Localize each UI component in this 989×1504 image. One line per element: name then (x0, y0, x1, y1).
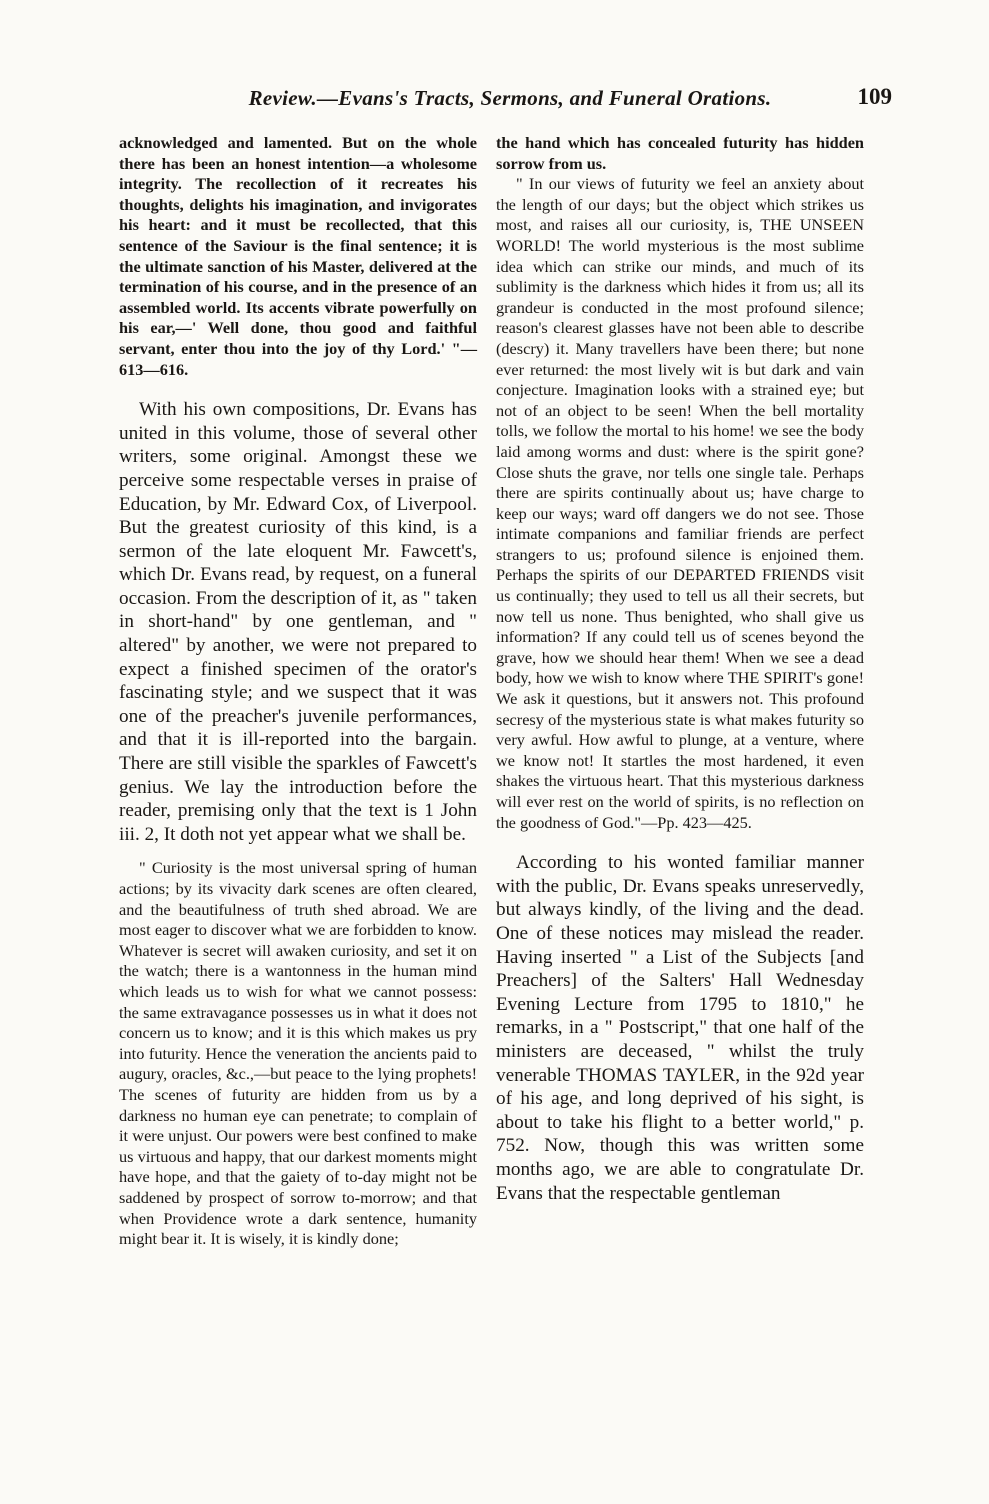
review-paragraph: With his own compositions, Dr. Evans has united in this volume, those of several other writers, some original. Amongst these we perceive some respectable verses in praise of Education, by Mr. Edward Cox, of Liverpool. But the greatest curiosity of this kind, is a sermon of the late eloquent Mr. Fawcett's, which Dr. Evans read, by request, on a funeral occasion. From the description of it, as " taken in short-hand" by one gentleman, and " altered" by another, we were not prepared to expect a finished specimen of the orator's fascinating style; and we suspect that it was one of the preacher's juvenile performances, and that it is ill-reported into the bargain. There are still visible the sparkles of Fawcett's genius. We lay the introduction before the reader, premising only that the text is 1 John iii. 2, It doth not yet appear what we shall be. (119, 399, 477, 845)
left-column (119, 133, 477, 1250)
sermon-quote: " Curiosity is the most universal spring of human actions; by its vivacity dark scenes are often cleared, and the beautifulness of truth shed abroad. We are most eager to discover what we are forbidden to know. Whatever is secret will awaken curiosity, and set it on the watch; there is a wantonness in the human mind which leads us to wish for what we cannot possess: the same extravagance possesses us in what it does not concern us to know; and it is this which makes us pry into futurity. Hence the veneration the ancients paid to augury, oracles, &c.,—but peace to the lying prophets! The scenes of futurity are hidden from us by a darkness no human eye can penetrate; to complain of it were unjust. Our powers were best confined to make us virtuous and happy, that our darkest moments might have hope, and that the gaiety of to-day might not be saddened by prospect of sorrow to-morrow; and that when Providence wrote a dark sentence, humanity might bear it. It is wisely, it is kindly done; (119, 858, 477, 1249)
paragraph-gap (119, 380, 477, 398)
running-head (120, 86, 892, 116)
paragraph-gap (119, 846, 477, 858)
review-paragraph: According to his wonted familiar manner with the public, Dr. Evans speaks unreservedly, but always kindly, of the living and the dead. One of these notices may mislead the reader. Having inserted " a List of the Subjects [and Preachers] of the Salters' Hall Wednesday Evening Lecture from 1795 to 1810," he remarks, in a " Postscript," that one half of the ministers are deceased, " whilst the truly venerable THOMAS TAYLER, in the 92d year of his age, and long deprived of his sight, is about to take his flight to a better world," p. 752. Now, though this was written some months ago, we are able to congratulate Dr. Evans that the respectable gentleman (496, 852, 864, 1204)
quote-continuation: the hand which has concealed futurity has hidden sorrow from us. (496, 133, 864, 173)
sermon-quote: " In our views of futurity we feel an anxiety about the length of our days; but the object which strikes us most, and raises all our curiosity, is, THE UNSEEN WORLD! The world mysterious is the most sublime idea which can strike our minds, and much of its sublimity is the darkness which hides it from us; all its grandeur is conducted in the most profound silence; reason's clearest glasses have not been able to describe (descry) it. Many travellers have been there; but none ever returned: the most lively wit is but dark and vain conjecture. Imagination looks with a strained eye; but not of an object to be seen! When the bell mortality tolls, we follow the mortal to his home! we see the body laid among worms and dust: where is the spirit gone? Close shuts the grave, nor tells one single tale. Perhaps there are spirits continually about us; have charge to keep our ways; ward off dangers we do not see. Those intimate companions and familiar friends are perfect strangers to us; profound silence is enjoined them. Perhaps the spirits of our DEPARTED FRIENDS visit us continually; they used to tell us all their secrets, but now tell us none. Thus benighted, who shall give us information? If any could tell us of scenes beyond the grave, how we should hear them! When we see a dead body, how we wish to know where THE SPIRIT's gone! We ask it questions, but it answers not. This profound secresy of the mysterious state is what makes futurity so very awful. How awful to plunge, at a venture, where we know not! It startles the most hardened, it even shakes the virtuous heart. That this mysterious darkness will ever rest on the world of spirits, is no reflection on the goodness of God."—Pp. 423—425. (496, 174, 864, 832)
paragraph-gap (496, 833, 864, 851)
quote-continuation: acknowledged and lamented. But on the whole there has been an honest intention—a wholesome integrity. The recollection of it recreates his thoughts, delights his imagination, and invigorates his heart: and it must be recollected, that this sentence of the Saviour is the final sentence; it is the ultimate sanction of his Master, delivered at the termination of his course, and in the presence of an assembled world. Its accents vibrate powerfully on his ear,—' Well done, thou good and faithful servant, enter thou into the joy of thy Lord.' "—613—616. (119, 133, 477, 379)
page-number: 109 (857, 84, 892, 109)
right-column (496, 133, 864, 1205)
running-head-title: Review.—Evans's Tracts, Sermons, and Funeral Orations. (248, 86, 772, 110)
